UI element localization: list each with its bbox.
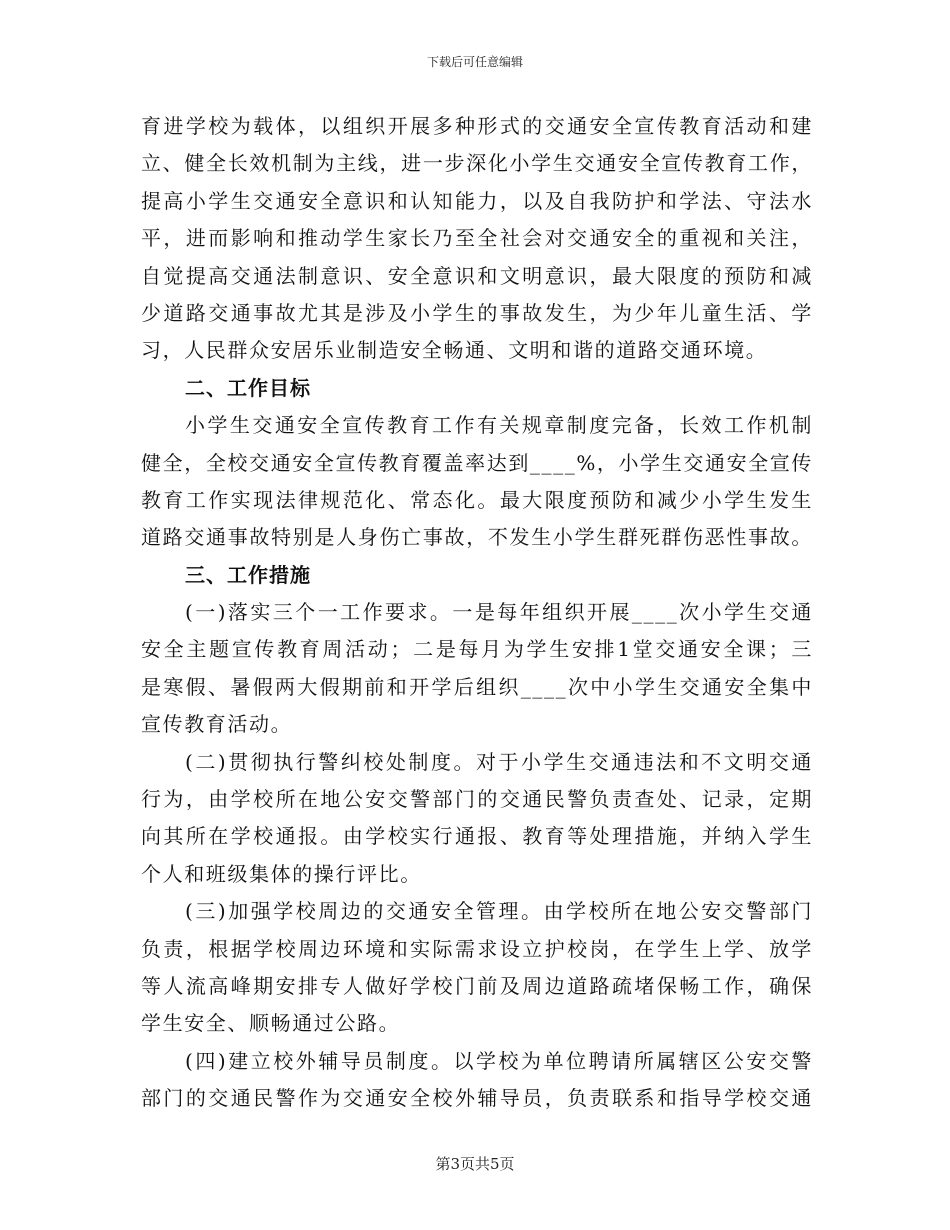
paragraph-line: 平，进而影响和推动学生家长乃至全社会对交通安全的重视和关注，	[141, 226, 813, 251]
paragraph-line: 小学生交通安全宣传教育工作有关规章制度完备，长效工作机制	[185, 413, 813, 438]
paragraph-line: (二)贯彻执行警纠校处制度。对于小学生交通违法和不文明交通	[185, 749, 813, 774]
paragraph-line: 习，人民群众安居乐业制造安全畅通、文明和谐的道路交通环境。	[141, 338, 768, 363]
paragraph-line: 道路交通事故特别是人身伤亡事故，不发生小学生群死群伤恶性事故。	[141, 525, 813, 550]
page-header-note: 下载后可任意编辑	[426, 55, 523, 69]
paragraph-line: 个人和班级集体的操行评比。	[141, 861, 422, 886]
paragraph-line: (三)加强学校周边的交通安全管理。由学校所在地公安交警部门	[185, 899, 813, 924]
paragraph-line: 育进学校为载体，以组织开展多种形式的交通安全宣传教育活动和建	[141, 114, 813, 138]
paragraph-line: (四)建立校外辅导员制度。以学校为单位聘请所属辖区公安交警	[185, 1048, 813, 1073]
paragraph-line: 行为，由学校所在地公安交警部门的交通民警负责查处、记录，定期	[141, 787, 813, 812]
paragraph-line: 立、健全长效机制为主线，进一步深化小学生交通安全宣传教育工作，	[141, 151, 813, 176]
paragraph-line: 宣传教育活动。	[141, 712, 293, 737]
paragraph-line: (一)落实三个一工作要求。一是每年组织开展____次小学生交通	[185, 600, 813, 625]
paragraph-line: 向其所在学校通报。由学校实行通报、教育等处理措施，并纳入学生	[141, 824, 813, 849]
paragraph-line: 健全，全校交通安全宣传教育覆盖率达到____%，小学生交通安全宣传	[141, 450, 813, 475]
paragraph-line: 负责，根据学校周边环境和实际需求设立护校岗，在学生上学、放学	[141, 936, 813, 961]
paragraph-line: 等人流高峰期安排专人做好学校门前及周边道路疏堵保畅工作，确保	[141, 973, 813, 998]
section-heading-measures: 三、工作措施	[185, 562, 311, 587]
paragraph-line: 少道路交通事故尤其是涉及小学生的事故发生，为少年儿童生活、学	[141, 300, 813, 325]
paragraph-line: 安全主题宣传教育周活动；二是每月为学生安排1堂交通安全课；三	[141, 637, 813, 662]
paragraph-line: 部门的交通民警作为交通安全校外辅导员，负责联系和指导学校交通	[141, 1086, 813, 1111]
paragraph-line: 提高小学生交通安全意识和认知能力，以及自我防护和学法、守法水	[141, 188, 813, 213]
page-number: 第3页共5页	[435, 1155, 515, 1173]
paragraph-line: 教育工作实现法律规范化、常态化。最大限度预防和减少小学生发生	[141, 487, 813, 512]
section-heading-goals: 二、工作目标	[185, 375, 311, 400]
document-body	[141, 108, 813, 1118]
paragraph-line: 学生安全、顺畅通过公路。	[141, 1011, 401, 1036]
paragraph-line: 是寒假、暑假两大假期前和开学后组织____次中小学生交通安全集中	[141, 674, 813, 699]
paragraph-line: 自觉提高交通法制意识、安全意识和文明意识，最大限度的预防和减	[141, 263, 813, 288]
